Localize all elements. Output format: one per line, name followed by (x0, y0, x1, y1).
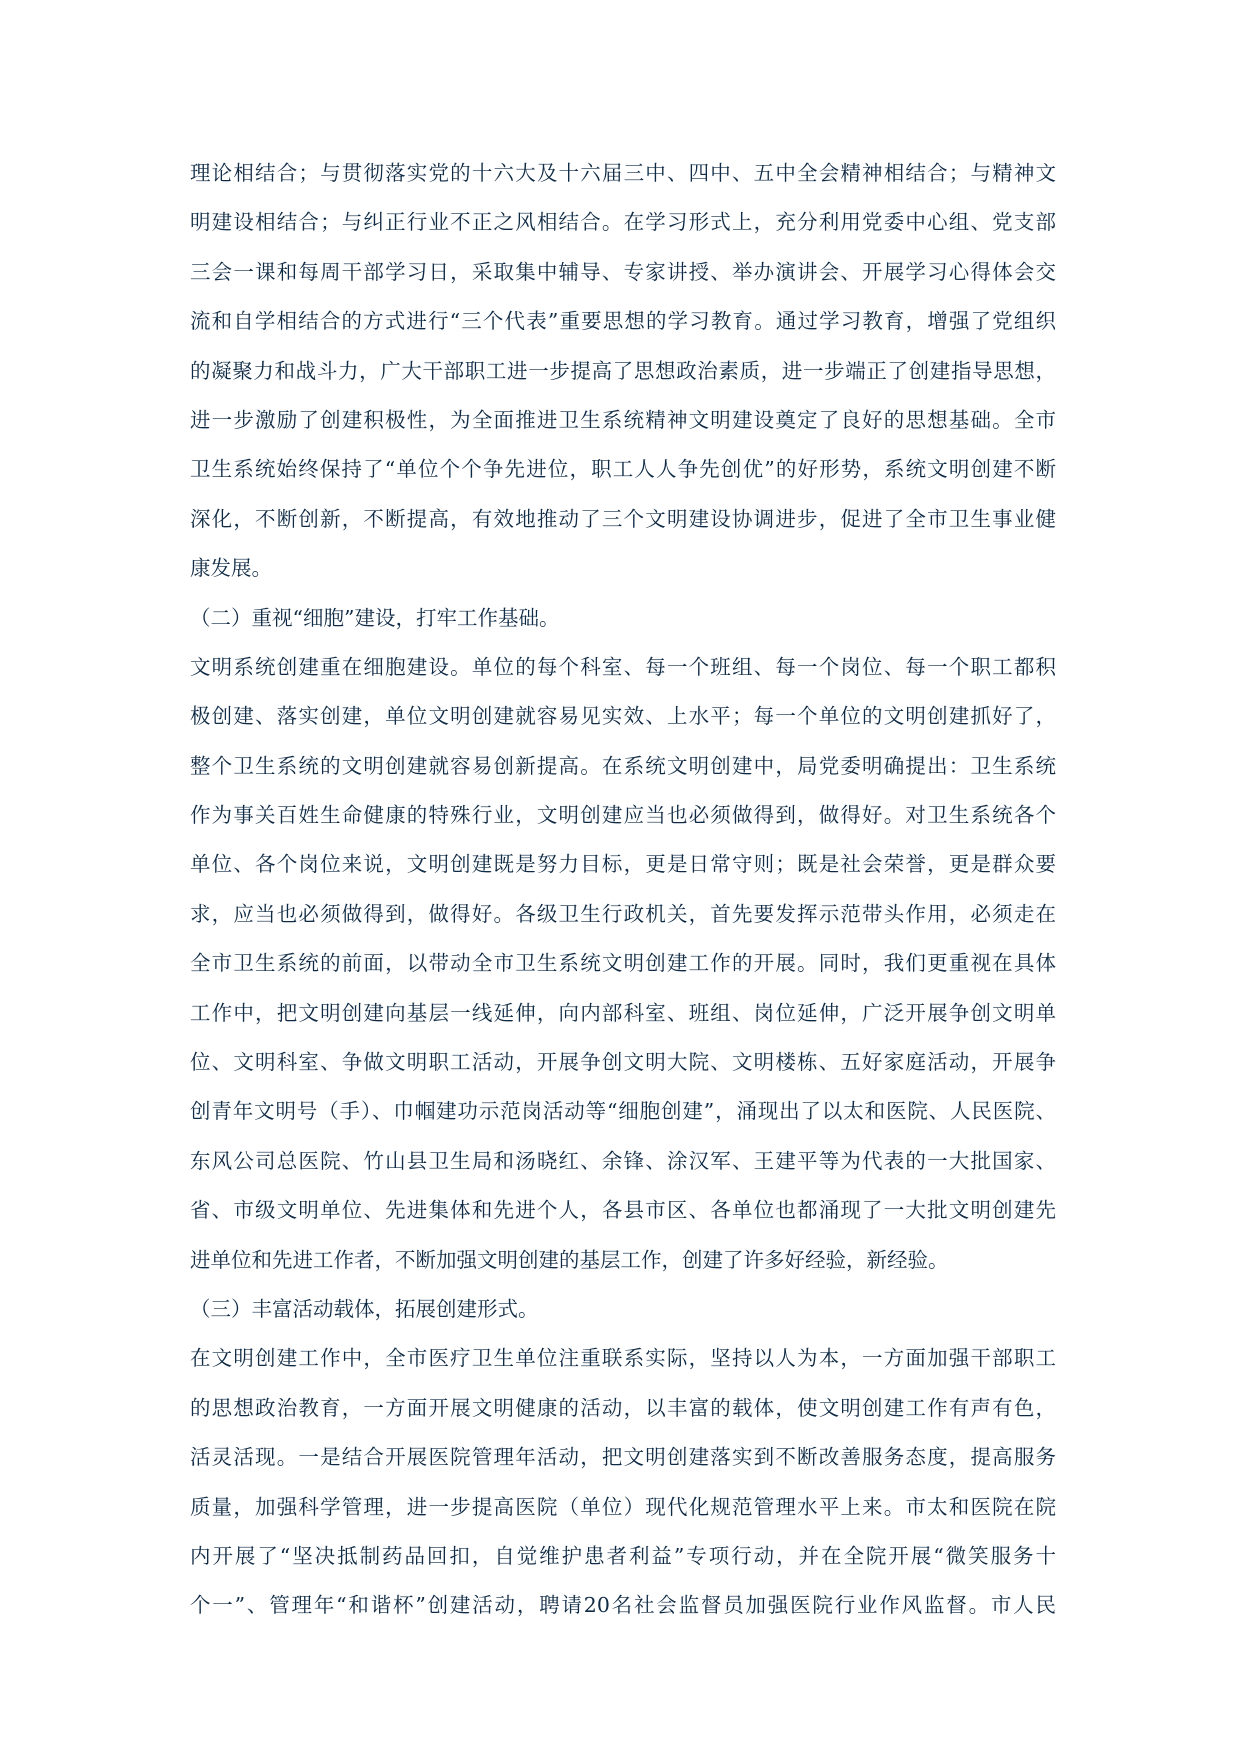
text-line: 内开展了“坚决抵制药品回扣，自觉维护患者利益”专项行动，并在全院开展“微笑服务十 (190, 1543, 1056, 1568)
text-line: 省、市级文明单位、先进集体和先进个人，各县市区、各单位也都涌现了一大批文明创建先 (190, 1198, 1056, 1223)
text-line: 整个卫生系统的文明创建就容易创新提高。在系统文明创建中，局党委明确提出：卫生系统 (190, 753, 1056, 778)
paragraph-3 (190, 1334, 1056, 1630)
paragraph-1 (190, 149, 1056, 594)
text-line: 质量，加强科学管理，进一步提高医院（单位）现代化规范管理水平上来。市太和医院在院 (190, 1494, 1056, 1519)
text-line: 的凝聚力和战斗力，广大干部职工进一步提高了思想政治素质，进一步端正了创建指导思想， (190, 358, 1056, 383)
text-line: 理论相结合；与贯彻落实党的十六大及十六届三中、四中、五中全会精神相结合；与精神文 (190, 161, 1056, 185)
text-line: 工作中，把文明创建向基层一线延伸，向内部科室、班组、岗位延伸，广泛开展争创文明单 (190, 1000, 1056, 1025)
paragraph-2 (190, 643, 1056, 1285)
text-line: 作为事关百姓生命健康的特殊行业，文明创建应当也必须做得到，做得好。对卫生系统各个 (190, 803, 1056, 828)
text-line: 流和自学相结合的方式进行“三个代表”重要思想的学习教育。通过学习教育，增强了党组织 (190, 309, 1056, 334)
text-line: 的思想政治教育，一方面开展文明健康的活动，以丰富的载体，使文明创建工作有声有色， (190, 1395, 1056, 1420)
text-line: 东风公司总医院、竹山县卫生局和汤晓红、余锋、涂汉军、王建平等为代表的一大批国家、 (190, 1148, 1056, 1173)
text-line: 明建设相结合；与纠正行业不正之风相结合。在学习形式上，充分利用党委中心组、党支部 (190, 210, 1056, 235)
text-line: 全市卫生系统的前面，以带动全市卫生系统文明创建工作的开展。同时，我们更重视在具体 (190, 951, 1056, 976)
text-line: 单位、各个岗位来说，文明创建既是努力目标，更是日常守则；既是社会荣誉，更是群众要 (190, 852, 1056, 877)
text-line: 三会一课和每周干部学习日，采取集中辅导、专家讲授、举办演讲会、开展学习心得体会交 (190, 259, 1056, 284)
text-line: 创青年文明号（手）、巾帼建功示范岗活动等“细胞创建”，涌现出了以太和医院、人民医院、 (190, 1099, 1056, 1124)
section-heading-3: （三）丰富活动载体，拓展创建形式。 (190, 1296, 539, 1321)
document-page (190, 149, 1056, 1631)
text-line: 进一步激励了创建积极性，为全面推进卫生系统精神文明建设奠定了良好的思想基础。全市 (190, 407, 1056, 432)
text-line: 在文明创建工作中，全市医疗卫生单位注重联系实际，坚持以人为本，一方面加强干部职工 (190, 1346, 1056, 1371)
text-line: 求，应当也必须做得到，做得好。各级卫生行政机关，首先要发挥示范带头作用，必须走在 (190, 901, 1056, 926)
text-line: 文明系统创建重在细胞建设。单位的每个科室、每一个班组、每一个岗位、每一个职工都积 (190, 654, 1056, 679)
text-line: 卫生系统始终保持了“单位个个争先进位，职工人人争先创优”的好形势，系统文明创建不断 (190, 457, 1056, 482)
section-heading-2: （二）重视“细胞”建设，打牢工作基础。 (190, 605, 560, 630)
text-line: 康发展。 (190, 556, 272, 581)
text-line: 活灵活现。一是结合开展医院管理年活动，把文明创建落实到不断改善服务态度，提高服务 (190, 1445, 1056, 1470)
text-line: 位、文明科室、争做文明职工活动，开展争创文明大院、文明楼栋、五好家庭活动，开展争 (190, 1050, 1056, 1075)
text-line: 个一”、管理年“和谐杯”创建活动，聘请20名社会监督员加强医院行业作风监督。市人民 (190, 1593, 1056, 1618)
text-line: 深化，不断创新，不断提高，有效地推动了三个文明建设协调进步，促进了全市卫生事业健 (190, 506, 1056, 531)
text-line: 进单位和先进工作者，不断加强文明创建的基层工作，创建了许多好经验，新经验。 (190, 1247, 949, 1272)
text-line: 极创建、落实创建，单位文明创建就容易见实效、上水平；每一个单位的文明创建抓好了， (190, 704, 1056, 729)
